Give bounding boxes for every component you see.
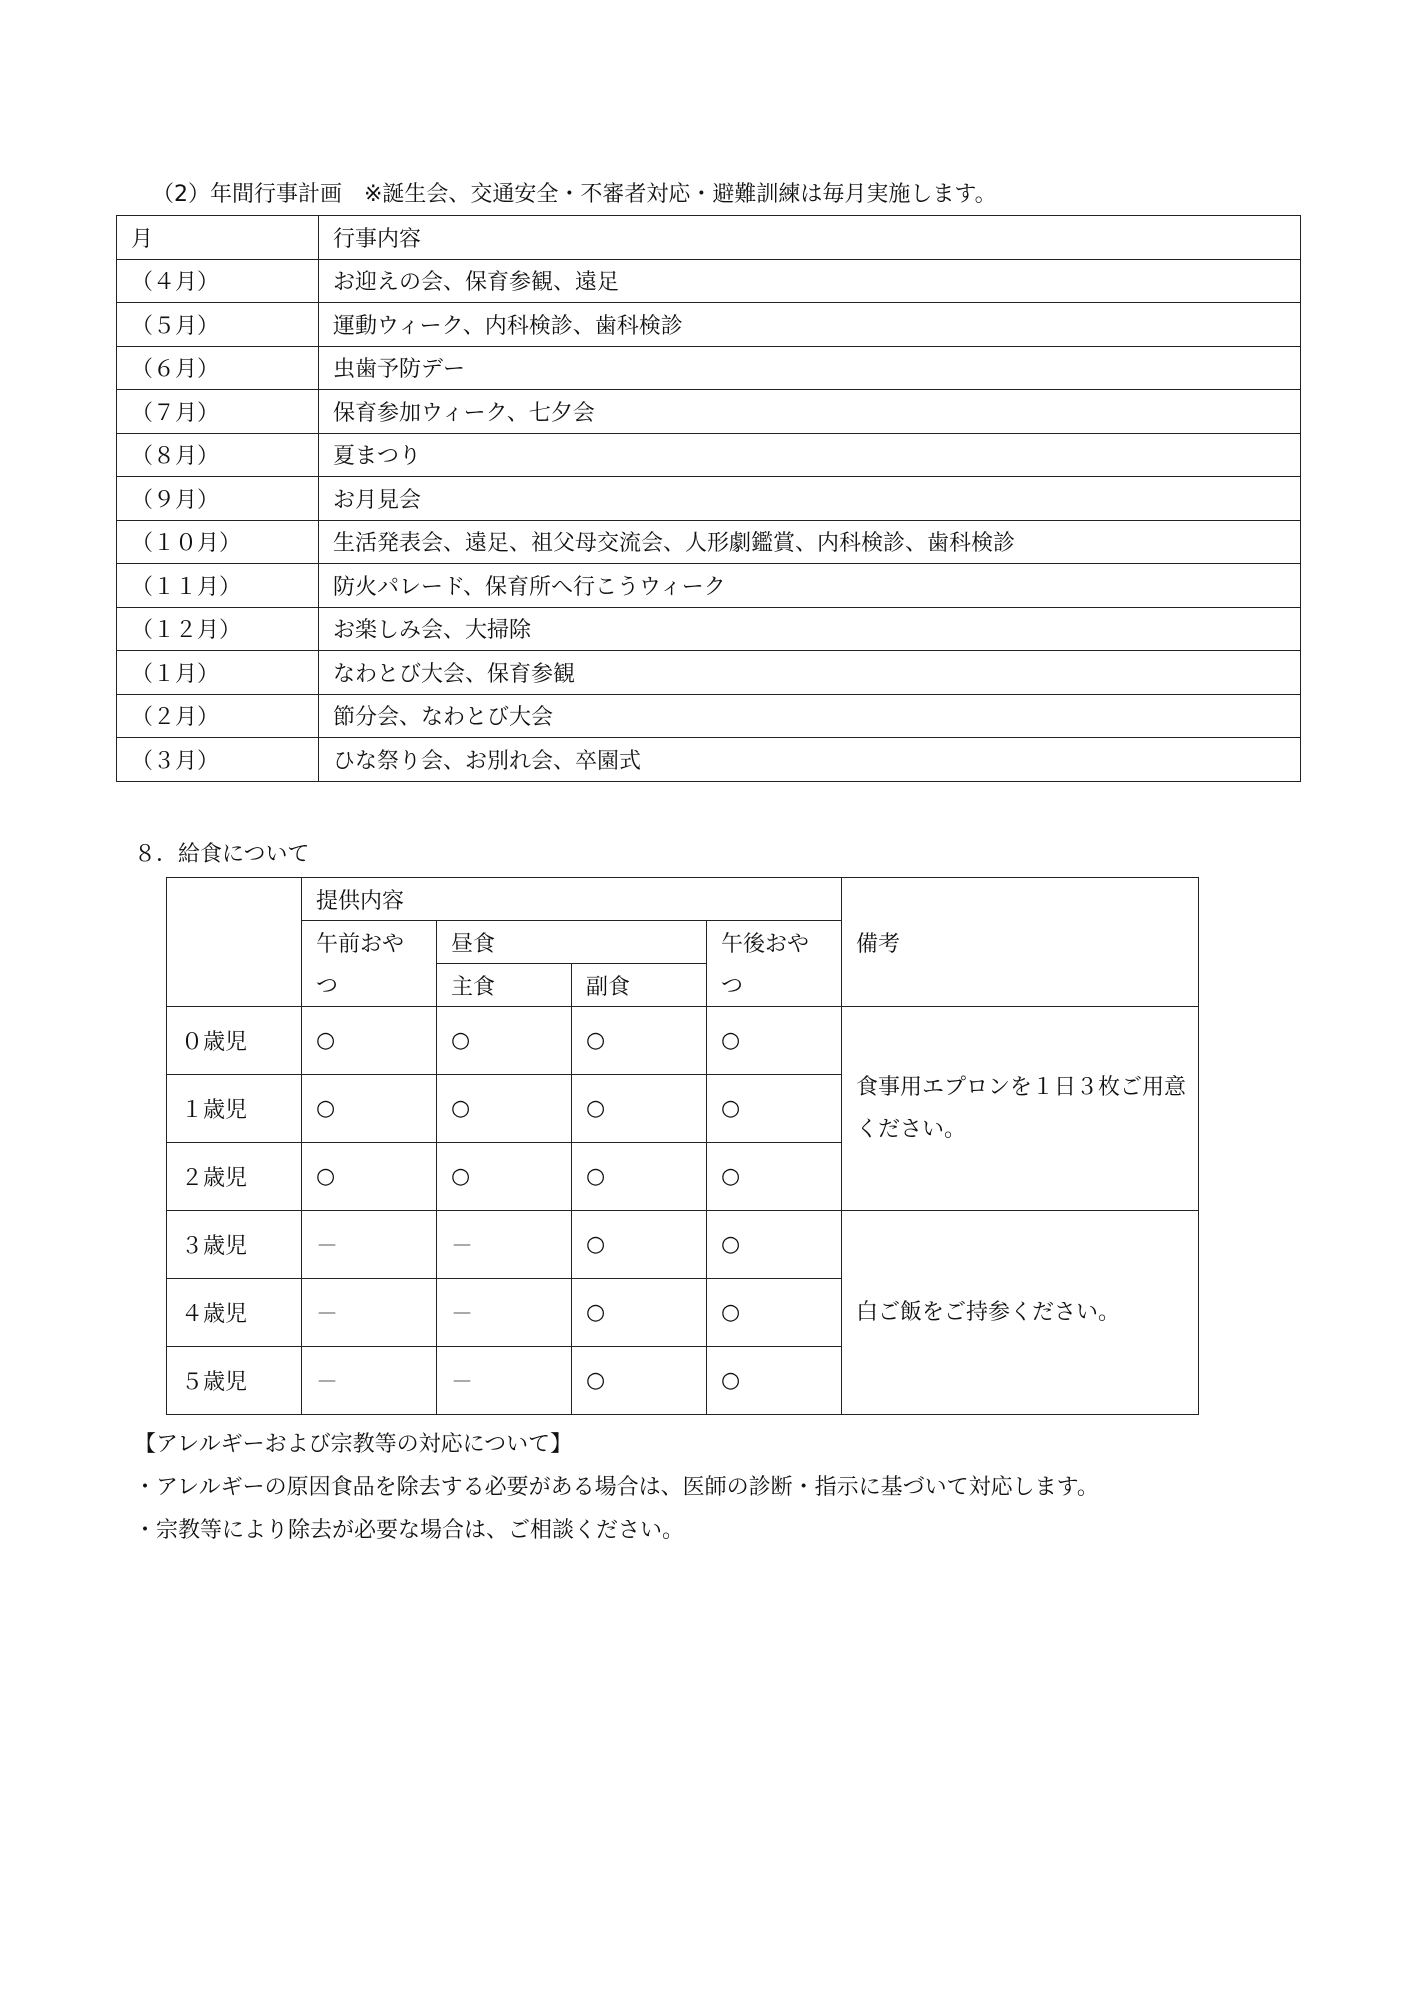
meal-cell: － (437, 1279, 572, 1347)
event-content: 防火パレード、保育所へ行こうウィーク (319, 564, 1301, 608)
meal-cell: － (302, 1347, 437, 1415)
meal-row (167, 1007, 1199, 1075)
event-month: （２月） (117, 694, 319, 738)
allergy-line-1: ・アレルギーの原因食品を除去する必要がある場合は、医師の診断・指示に基づいて対応します。 (134, 1475, 1099, 1500)
event-content: 虫歯予防デー (319, 346, 1301, 390)
event-content: 生活発表会、遠足、祖父母交流会、人形劇鑑賞、内科検診、歯科検診 (319, 520, 1301, 564)
meal-cell: ○ (572, 1143, 707, 1211)
blank-corner (167, 878, 302, 1007)
allergy-title: 【アレルギーおよび宗教等の対応について】 (134, 1432, 573, 1457)
note-under-3: 食事用エプロンを１日３枚ご用意ください。 (842, 1007, 1199, 1211)
meals-table (166, 877, 1199, 1415)
lunch-header: 昼食 (437, 921, 707, 964)
meal-cell: ○ (302, 1143, 437, 1211)
meal-cell: － (437, 1211, 572, 1279)
meals-heading: ８．給食について (134, 842, 310, 867)
events-row (117, 564, 1301, 608)
allergy-line-2: ・宗教等により除去が必要な場合は、ご相談ください。 (134, 1518, 685, 1543)
header-month: 月 (117, 216, 319, 260)
event-month: （３月） (117, 738, 319, 782)
meal-cell: ○ (707, 1075, 842, 1143)
morning-snack-header-cont: つ (302, 964, 437, 1007)
events-row (117, 477, 1301, 521)
event-content: なわとび大会、保育参観 (319, 651, 1301, 695)
events-row (117, 303, 1301, 347)
meal-cell: ○ (302, 1007, 437, 1075)
meal-cell: ○ (572, 1279, 707, 1347)
meal-cell: ○ (302, 1075, 437, 1143)
event-content: お迎えの会、保育参観、遠足 (319, 259, 1301, 303)
meal-cell: － (302, 1211, 437, 1279)
staple-header: 主食 (437, 964, 572, 1007)
event-month: （６月） (117, 346, 319, 390)
age-label: ４歳児 (167, 1279, 302, 1347)
meals-header-row-1 (167, 878, 1199, 921)
event-content: 夏まつり (319, 433, 1301, 477)
meal-cell: ○ (572, 1007, 707, 1075)
provided-header: 提供内容 (302, 878, 842, 921)
events-row (117, 390, 1301, 434)
event-month: （５月） (117, 303, 319, 347)
event-month: （７月） (117, 390, 319, 434)
age-label: １歳児 (167, 1075, 302, 1143)
events-table (116, 215, 1301, 782)
meal-cell: ○ (707, 1347, 842, 1415)
age-label: ３歳児 (167, 1211, 302, 1279)
event-month: （１月） (117, 651, 319, 695)
side-header: 副食 (572, 964, 707, 1007)
event-content: 運動ウィーク、内科検診、歯科検診 (319, 303, 1301, 347)
meal-row (167, 1211, 1199, 1279)
remarks-header: 備考 (842, 878, 1199, 1007)
events-heading: （2）年間行事計画 ※誕生会、交通安全・不審者対応・避難訓練は毎月実施します。 (152, 182, 997, 207)
meal-cell: ○ (437, 1143, 572, 1211)
event-content: 節分会、なわとび大会 (319, 694, 1301, 738)
events-row (117, 520, 1301, 564)
events-row (117, 346, 1301, 390)
meal-cell: － (437, 1347, 572, 1415)
event-month: （１１月） (117, 564, 319, 608)
meal-cell: ○ (437, 1007, 572, 1075)
afternoon-snack-header-cont: つ (707, 964, 842, 1007)
events-row (117, 259, 1301, 303)
meal-cell: ○ (572, 1075, 707, 1143)
meal-cell: ○ (707, 1143, 842, 1211)
meal-cell: ○ (437, 1075, 572, 1143)
event-month: （４月） (117, 259, 319, 303)
events-row (117, 433, 1301, 477)
event-content: ひな祭り会、お別れ会、卒園式 (319, 738, 1301, 782)
age-label: ０歳児 (167, 1007, 302, 1075)
age-label: ２歳児 (167, 1143, 302, 1211)
event-content: お楽しみ会、大掃除 (319, 607, 1301, 651)
event-month: （１２月） (117, 607, 319, 651)
event-month: （９月） (117, 477, 319, 521)
events-row (117, 607, 1301, 651)
events-header-row (117, 216, 1301, 260)
meal-cell: ○ (707, 1007, 842, 1075)
event-month: （８月） (117, 433, 319, 477)
age-label: ５歳児 (167, 1347, 302, 1415)
meal-cell: ○ (572, 1211, 707, 1279)
meal-cell: ○ (572, 1347, 707, 1415)
events-row (117, 738, 1301, 782)
header-content: 行事内容 (319, 216, 1301, 260)
event-month: （１０月） (117, 520, 319, 564)
events-row (117, 694, 1301, 738)
meal-cell: ○ (707, 1279, 842, 1347)
events-row (117, 651, 1301, 695)
afternoon-snack-header: 午後おや (707, 921, 842, 964)
morning-snack-header: 午前おや (302, 921, 437, 964)
note-over-3: 白ご飯をご持参ください。 (842, 1211, 1199, 1415)
meal-cell: ○ (707, 1211, 842, 1279)
event-content: お月見会 (319, 477, 1301, 521)
meal-cell: － (302, 1279, 437, 1347)
event-content: 保育参加ウィーク、七夕会 (319, 390, 1301, 434)
